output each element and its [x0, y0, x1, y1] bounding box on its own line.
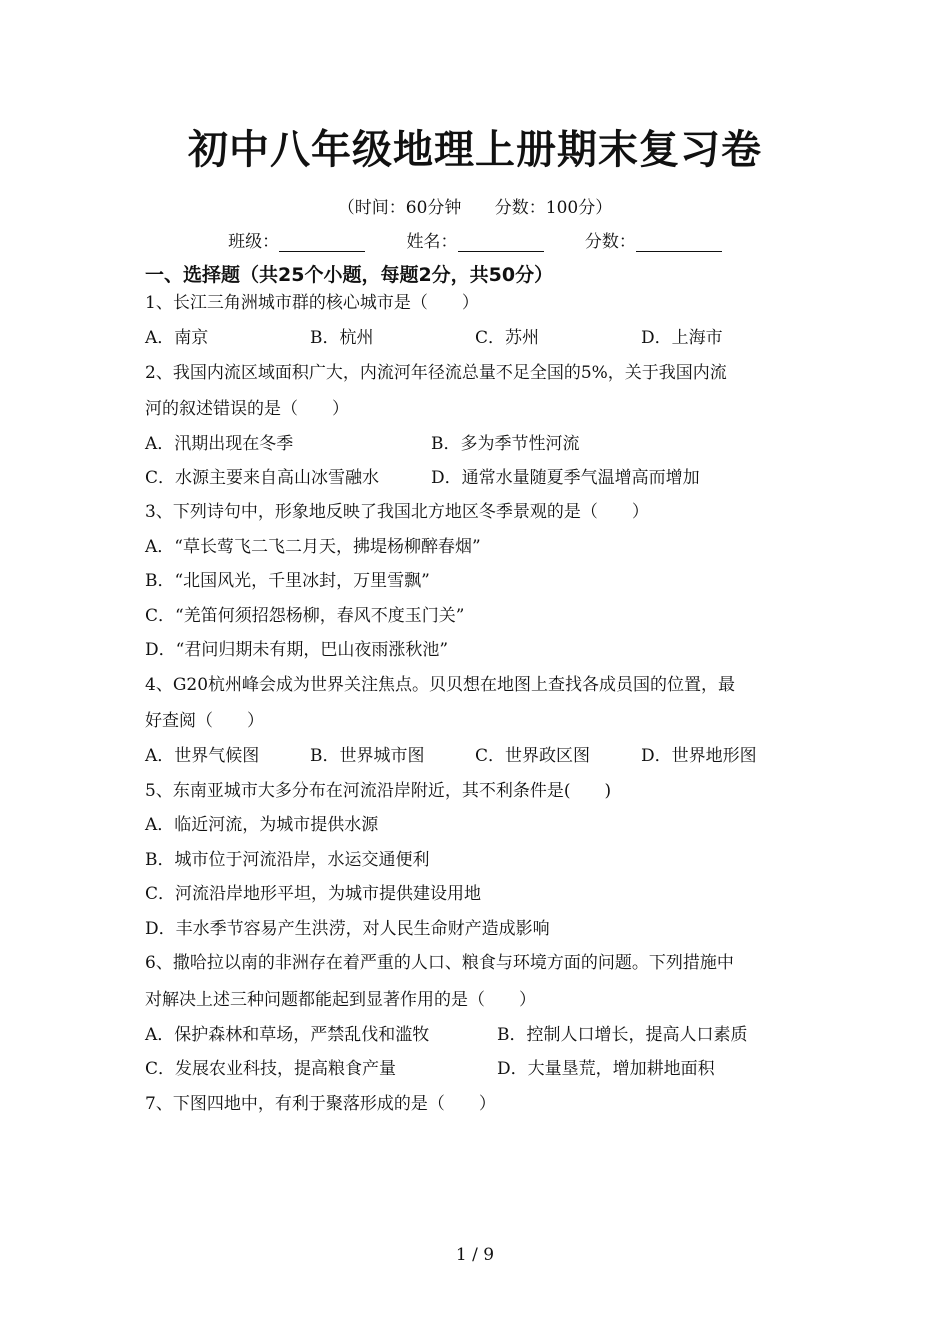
q3-option-a: A．“草长莺飞二飞二月天，拂堤杨柳醉春烟” [145, 537, 481, 557]
page-title: 初中八年级地理上册期末复习卷 [188, 126, 762, 173]
q2-option-c: C．水源主要来自高山冰雪融水 [145, 468, 380, 488]
q5-option-c: C．河流沿岸地形平坦，为城市提供建设用地 [145, 884, 482, 904]
class-blank [279, 233, 365, 252]
student-info [0, 227, 950, 252]
q6-option-d: D．大量垦荒，增加耕地面积 [497, 1059, 715, 1079]
q1-stem: 1、长江三角洲城市群的核心城市是（ ） [145, 293, 479, 313]
q5-option-a: A．临近河流，为城市提供水源 [145, 815, 379, 835]
q1-option-a: A．南京 [145, 328, 209, 348]
q4-option-b: B．世界城市图 [310, 746, 425, 766]
class-field [228, 227, 365, 252]
q2-option-d: D．通常水量随夏季气温增高而增加 [431, 468, 700, 488]
q4-stem-line1: 4、G20杭州峰会成为世界关注焦点。贝贝想在地图上查找各成员国的位置，最 [145, 675, 736, 695]
q6-option-a: A．保护森林和草场，严禁乱伐和滥牧 [145, 1025, 430, 1045]
q2-option-a: A．汛期出现在冬季 [145, 434, 294, 454]
q5-option-b: B．城市位于河流沿岸，水运交通便利 [145, 850, 430, 870]
q3-option-d: D．“君问归期未有期，巴山夜雨涨秋池” [145, 640, 449, 660]
q7-stem: 7、下图四地中，有利于聚落形成的是（ ） [145, 1094, 496, 1114]
page-number: 1 / 9 [455, 1245, 495, 1265]
q3-option-c: C．“羌笛何须招怨杨柳，春风不度玉门关” [145, 606, 465, 626]
section-heading: 一、选择题（共25个小题，每题2分，共50分） [145, 264, 554, 286]
name-field [407, 227, 544, 252]
q6-stem-line2: 对解决上述三种问题都能起到显著作用的是（ ） [145, 990, 536, 1010]
q5-stem: 5、东南亚城市大多分布在河流沿岸附近，其不利条件是( ) [145, 781, 612, 801]
q3-option-b: B．“北国风光，千里冰封，万里雪飘” [145, 571, 430, 591]
score-field [585, 227, 722, 252]
q1-option-c: C．苏州 [475, 328, 540, 348]
q6-option-b: B．控制人口增长，提高人口素质 [497, 1025, 748, 1045]
name-blank [458, 233, 544, 252]
q6-stem-line1: 6、撒哈拉以南的非洲存在着严重的人口、粮食与环境方面的问题。下列措施中 [145, 953, 734, 973]
class-label: 班级： [228, 232, 280, 252]
q4-option-a: A．世界气候图 [145, 746, 260, 766]
total-score: 分数：100分） [494, 198, 613, 218]
q6-option-c: C．发展农业科技，提高粮食产量 [145, 1059, 397, 1079]
name-label: 姓名： [406, 232, 458, 252]
q2-stem-line1: 2、我国内流区域面积广大，内流河年径流总量不足全国的5%，关于我国内流 [145, 363, 727, 383]
q1-option-d: D．上海市 [641, 328, 723, 348]
q3-stem: 3、下列诗句中，形象地反映了我国北方地区冬季景观的是（ ） [145, 502, 649, 522]
q1-option-b: B．杭州 [310, 328, 374, 348]
q4-option-c: C．世界政区图 [475, 746, 591, 766]
q4-option-d: D．世界地形图 [641, 746, 757, 766]
time-limit: （时间：60分钟 [337, 198, 462, 218]
q2-stem-line2: 河的叙述错误的是（ ） [145, 399, 349, 419]
score-blank [636, 233, 722, 252]
exam-subtitle [0, 193, 950, 218]
q5-option-d: D．丰水季节容易产生洪涝，对人民生命财产造成影响 [145, 919, 550, 939]
q2-option-b: B．多为季节性河流 [431, 434, 580, 454]
q4-stem-line2: 好查阅（ ） [145, 711, 264, 731]
score-label: 分数： [584, 232, 636, 252]
